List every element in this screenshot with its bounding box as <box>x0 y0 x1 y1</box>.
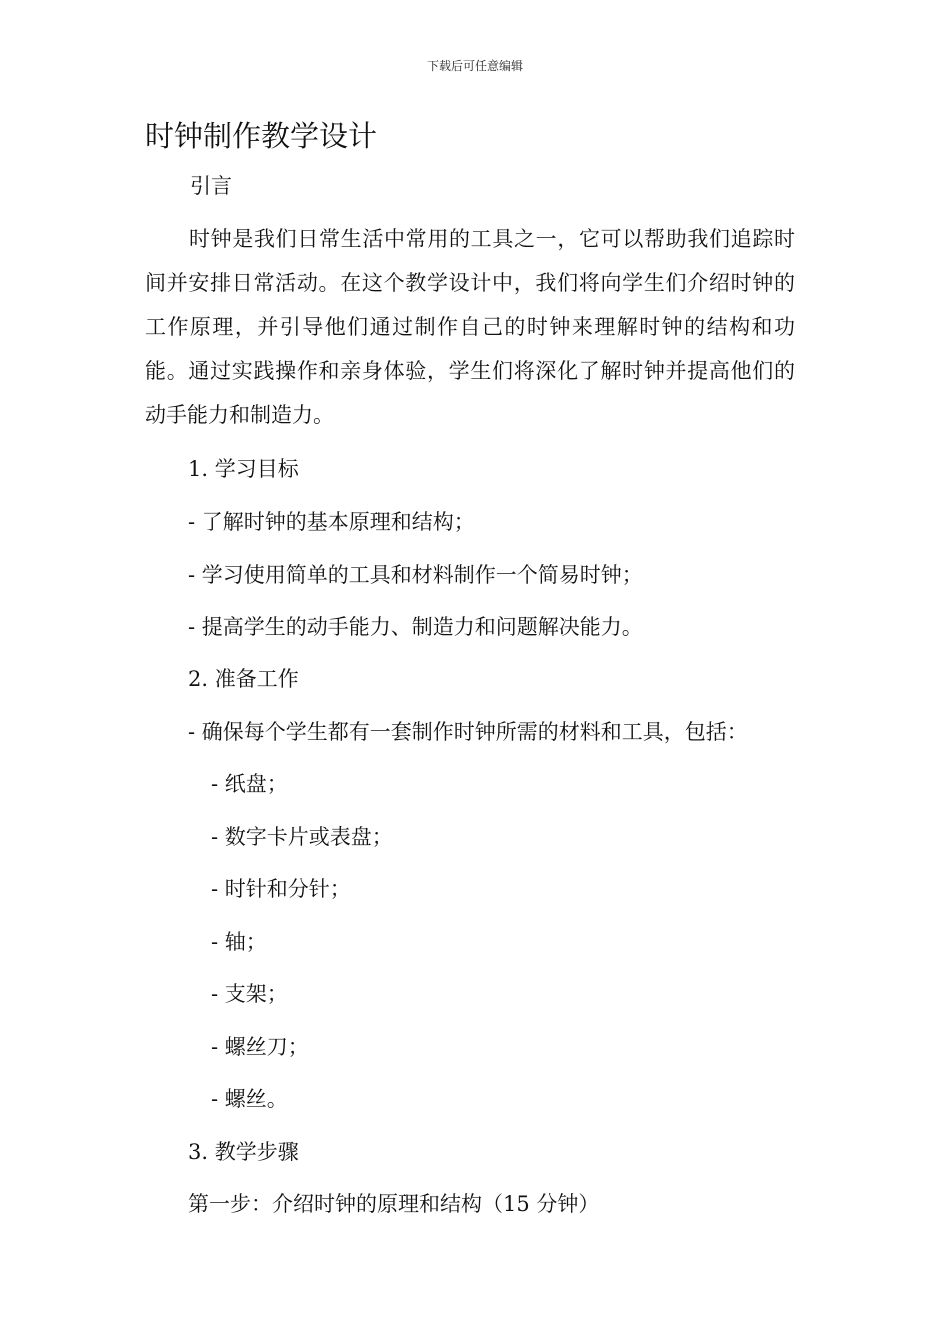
intro-paragraph: 时钟是我们日常生活中常用的工具之一，它可以帮助我们追踪时间并安排日常活动。在这个教学设计中，我们将向学生们介绍时钟的工作原理，并引导他们通过制作自己的时钟来理解时钟的结构和功能。通过实践操作和亲身体验，学生们将深化了解时钟并提高他们的动手能力和制造力。 <box>145 227 795 427</box>
section-heading-steps: 3. 教学步骤 <box>188 1140 299 1164</box>
sub-list-item: - 支架； <box>211 982 288 1006</box>
sub-list-item: - 螺丝刀； <box>211 1035 309 1059</box>
list-item: - 提高学生的动手能力、制造力和问题解决能力。 <box>188 615 643 639</box>
sub-list-item: - 时针和分针； <box>211 877 351 901</box>
step-item: 第一步：介绍时钟的原理和结构（15 分钟） <box>188 1192 600 1216</box>
document-title: 时钟制作教学设计 <box>145 119 378 153</box>
sub-list-item: - 数字卡片或表盘； <box>211 825 393 849</box>
section-heading-preparation: 2. 准备工作 <box>188 667 299 691</box>
section-heading-goals: 1. 学习目标 <box>188 457 299 481</box>
sub-list-item: - 螺丝。 <box>211 1087 288 1111</box>
list-item: - 确保每个学生都有一套制作时钟所需的材料和工具，包括： <box>188 720 748 744</box>
list-item: - 学习使用简单的工具和材料制作一个简易时钟； <box>188 563 643 587</box>
intro-heading: 引言 <box>190 174 232 198</box>
list-item: - 了解时钟的基本原理和结构； <box>188 510 475 534</box>
sub-list-item: - 轴； <box>211 930 267 954</box>
sub-list-item: - 纸盘； <box>211 772 288 796</box>
page-header: 下载后可任意编辑 <box>426 59 523 73</box>
